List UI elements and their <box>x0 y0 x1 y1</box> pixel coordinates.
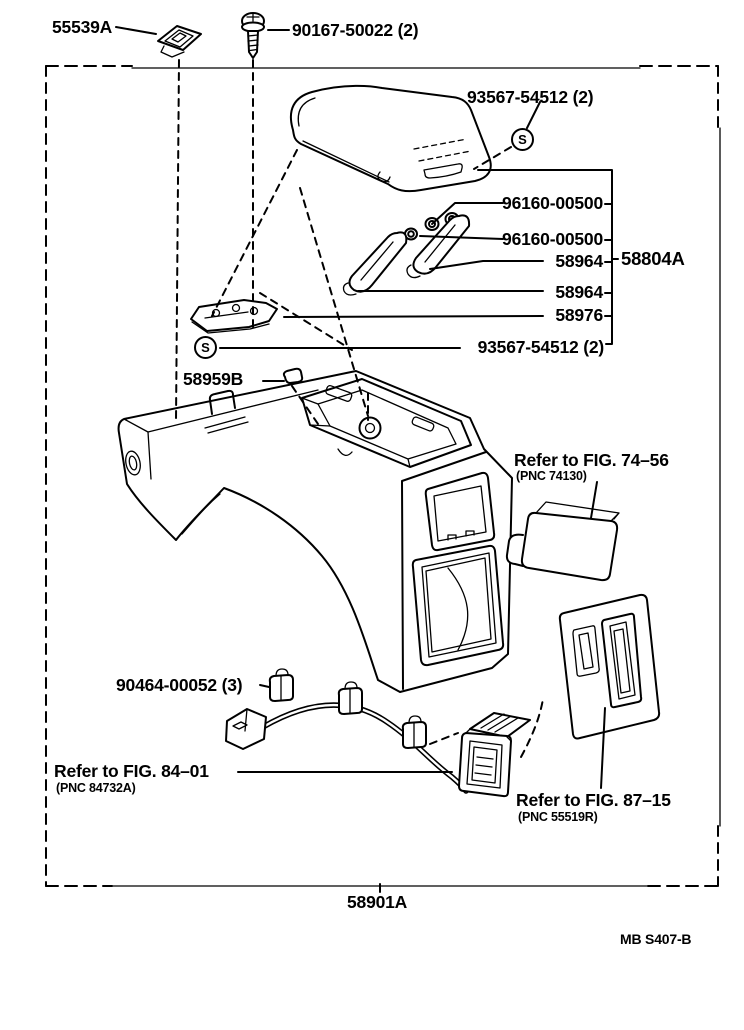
switch-drawing <box>459 713 530 796</box>
callout-stay-1: 58964 <box>555 251 603 271</box>
callout-grommet: 58959B <box>183 369 244 389</box>
reference-fig-84-01: Refer to FIG. 84–01 <box>54 761 209 781</box>
callout-hinge: 58976 <box>555 305 603 325</box>
standard-part-marker-top: S <box>511 128 534 151</box>
console-lid-drawing <box>291 86 491 191</box>
callout-box-assembly: 58804A <box>621 248 685 269</box>
clip-icon <box>158 26 201 57</box>
screw-icon <box>242 13 264 58</box>
callout-wire-clamp: 90464-00052 (3) <box>116 675 243 695</box>
hinge-plate-drawing <box>191 300 277 333</box>
grommet-icon <box>284 369 302 383</box>
callout-clip: 55539A <box>52 17 113 37</box>
wire-harness-drawing <box>226 705 466 791</box>
hinge-stays-drawing <box>344 213 470 295</box>
callout-lid-screw: 93567-54512 (2) <box>467 87 594 107</box>
reference-fig-87-15-pnc: (PNC 55519R) <box>518 810 598 824</box>
callout-stay-2: 58964 <box>555 282 603 302</box>
callout-main-assembly: 58901A <box>347 892 408 912</box>
callout-collar-2: 96160-00500 <box>502 229 603 249</box>
callout-mount-screw: 90167-50022 (2) <box>292 20 419 40</box>
reference-fig-87-15: Refer to FIG. 87–15 <box>516 790 671 810</box>
ashtray-drawing <box>507 502 619 580</box>
reference-fig-74-56-pnc: (PNC 74130) <box>516 469 587 483</box>
standard-part-marker-hinge: S <box>194 336 217 359</box>
callout-collar-1: 96160-00500 <box>502 193 603 213</box>
rear-panel-drawing <box>560 595 659 739</box>
callout-hinge-screw: 93567-54512 (2) <box>477 337 604 357</box>
reference-fig-74-56: Refer to FIG. 74–56 <box>514 450 669 470</box>
figure-code: MB S407-B <box>620 931 692 947</box>
reference-fig-84-01-pnc: (PNC 84732A) <box>56 781 136 795</box>
